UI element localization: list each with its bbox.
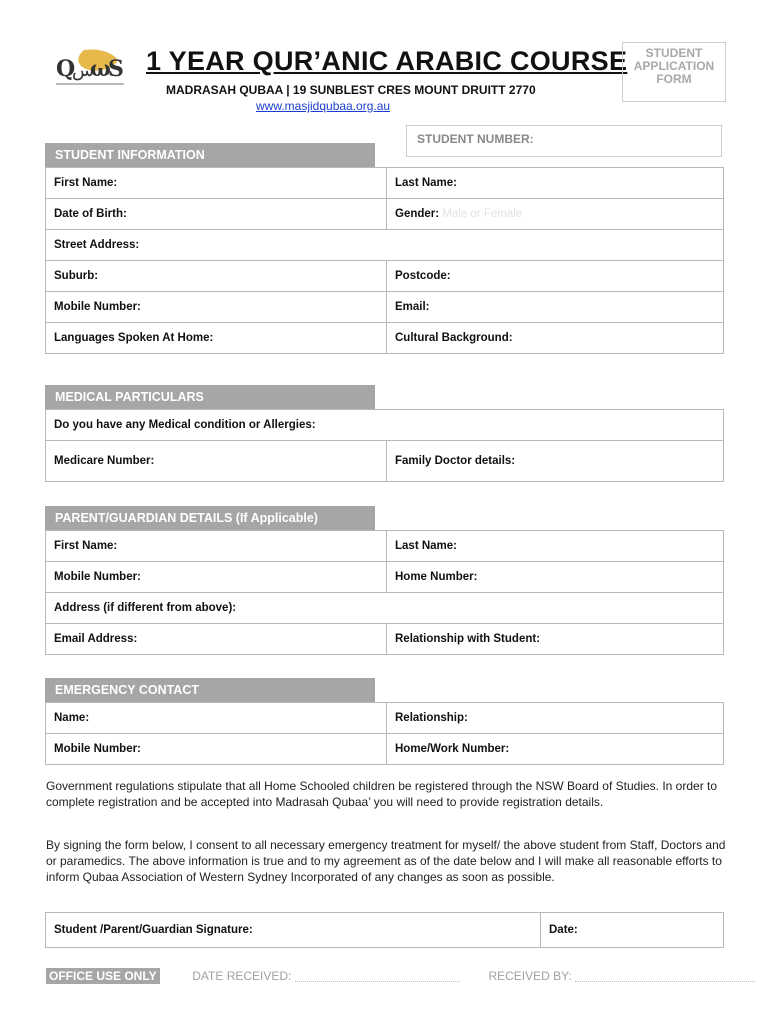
emergency-mobile-field[interactable] (46, 734, 387, 765)
field-label: Gender: (395, 208, 440, 220)
parent-relationship-field[interactable] (387, 624, 724, 655)
field-label: Languages Spoken At Home: (54, 332, 214, 344)
svg-text:Q: Q (56, 56, 76, 82)
field-label: Mobile Number: (54, 571, 141, 583)
date-field[interactable] (541, 913, 724, 948)
svg-text:ω: ω (90, 56, 111, 82)
app-box-line-3: FORM (656, 72, 692, 86)
student-gender-field[interactable] (387, 199, 724, 230)
field-label: Date of Birth: (54, 208, 127, 220)
field-label: Name: (54, 712, 90, 724)
field-label: Student /Parent/Guardian Signature: (54, 924, 253, 936)
student-postcode-field[interactable] (387, 261, 724, 292)
section-header-parent: PARENT/GUARDIAN DETAILS (If Applicable) (45, 506, 375, 530)
date-received-label: DATE RECEIVED: (192, 969, 292, 983)
emergency-name-field[interactable] (46, 703, 387, 734)
section-header-emergency: EMERGENCY CONTACT (45, 678, 375, 702)
student-email-field[interactable] (387, 292, 724, 323)
field-label: Home/Work Number: (395, 743, 510, 755)
address-subtitle: MADRASAH QUBAA | 19 SUNBLEST CRES MOUNT DRUITT 2770 (166, 83, 536, 97)
emergency-table (45, 702, 724, 765)
parent-address-field[interactable] (46, 593, 724, 624)
office-use-row (46, 969, 755, 983)
section-header-student-info: STUDENT INFORMATION (45, 143, 375, 167)
date-received-line[interactable] (295, 971, 460, 982)
field-label: Postcode: (395, 270, 451, 282)
field-label: First Name: (54, 540, 118, 552)
parent-table (45, 530, 724, 655)
page-title: 1 YEAR QUR’ANIC ARABIC COURSE (146, 46, 628, 76)
student-last-name-field[interactable] (387, 168, 724, 199)
emergency-home-work-field[interactable] (387, 734, 724, 765)
medical-condition-field[interactable] (46, 410, 724, 441)
section-header-medical: MEDICAL PARTICULARS (45, 385, 375, 409)
svg-text:س: س (72, 60, 94, 81)
emergency-relationship-field[interactable] (387, 703, 724, 734)
medicare-number-field[interactable] (46, 441, 387, 482)
gender-hint: Male or Female (442, 208, 523, 220)
student-languages-field[interactable] (46, 323, 387, 354)
received-by-line[interactable] (575, 971, 755, 982)
family-doctor-field[interactable] (387, 441, 724, 482)
office-use-badge: OFFICE USE ONLY (46, 968, 160, 984)
field-label: Home Number: (395, 571, 478, 583)
app-box-line-2: APPLICATION (633, 59, 715, 73)
student-first-name-field[interactable] (46, 168, 387, 199)
field-label: Last Name: (395, 177, 457, 189)
field-label: Mobile Number: (54, 743, 141, 755)
application-form-box (622, 42, 726, 102)
student-dob-field[interactable] (46, 199, 387, 230)
medical-table (45, 409, 724, 482)
consent-paragraph: By signing the form below, I consent to all necessary emergency treatment for myself/ the above student from Staff, Doctors and or paramedics. The above information is true and to my agreement as of the date below and I will make all reasonable efforts to inform Qubaa Association of Western Sydney Incorporated of any changes as soon as possible. (46, 838, 726, 884)
student-cultural-field[interactable] (387, 323, 724, 354)
website-link[interactable]: www.masjidqubaa.org.au (256, 99, 391, 113)
student-suburb-field[interactable] (46, 261, 387, 292)
field-label: Last Name: (395, 540, 457, 552)
field-label: Email Address: (54, 633, 138, 645)
qubaa-logo (54, 46, 128, 90)
registration-paragraph: Government regulations stipulate that all Home Schooled children be registered through the NSW Board of Studies. In order to complete registration and be accepted into Madrasah Qubaa’ you will need to provide registration details. (46, 779, 718, 809)
field-label: Suburb: (54, 270, 99, 282)
field-label: First Name: (54, 177, 118, 189)
field-label: Cultural Background: (395, 332, 513, 344)
field-label: Date: (549, 924, 578, 936)
field-label: Mobile Number: (54, 301, 141, 313)
student-street-field[interactable] (46, 230, 724, 261)
student-number-label: STUDENT NUMBER: (417, 132, 534, 146)
field-label: Address (if different from above): (54, 602, 237, 614)
field-label: Email: (395, 301, 430, 313)
signature-table (45, 912, 724, 948)
app-box-line-1: STUDENT (645, 46, 703, 60)
student-number-field[interactable] (406, 125, 722, 157)
parent-first-name-field[interactable] (46, 531, 387, 562)
field-label: Street Address: (54, 239, 140, 251)
svg-text:S: S (108, 56, 124, 82)
student-info-table (45, 167, 724, 354)
field-label: Do you have any Medical condition or Allergies: (54, 419, 316, 431)
parent-email-field[interactable] (46, 624, 387, 655)
field-label: Relationship: (395, 712, 468, 724)
received-by-label: RECEIVED BY: (488, 969, 572, 983)
parent-home-number-field[interactable] (387, 562, 724, 593)
parent-mobile-field[interactable] (46, 562, 387, 593)
field-label: Medicare Number: (54, 455, 155, 467)
field-label: Relationship with Student: (395, 633, 541, 645)
signature-field[interactable] (46, 913, 541, 948)
parent-last-name-field[interactable] (387, 531, 724, 562)
field-label: Family Doctor details: (395, 455, 516, 467)
student-mobile-field[interactable] (46, 292, 387, 323)
